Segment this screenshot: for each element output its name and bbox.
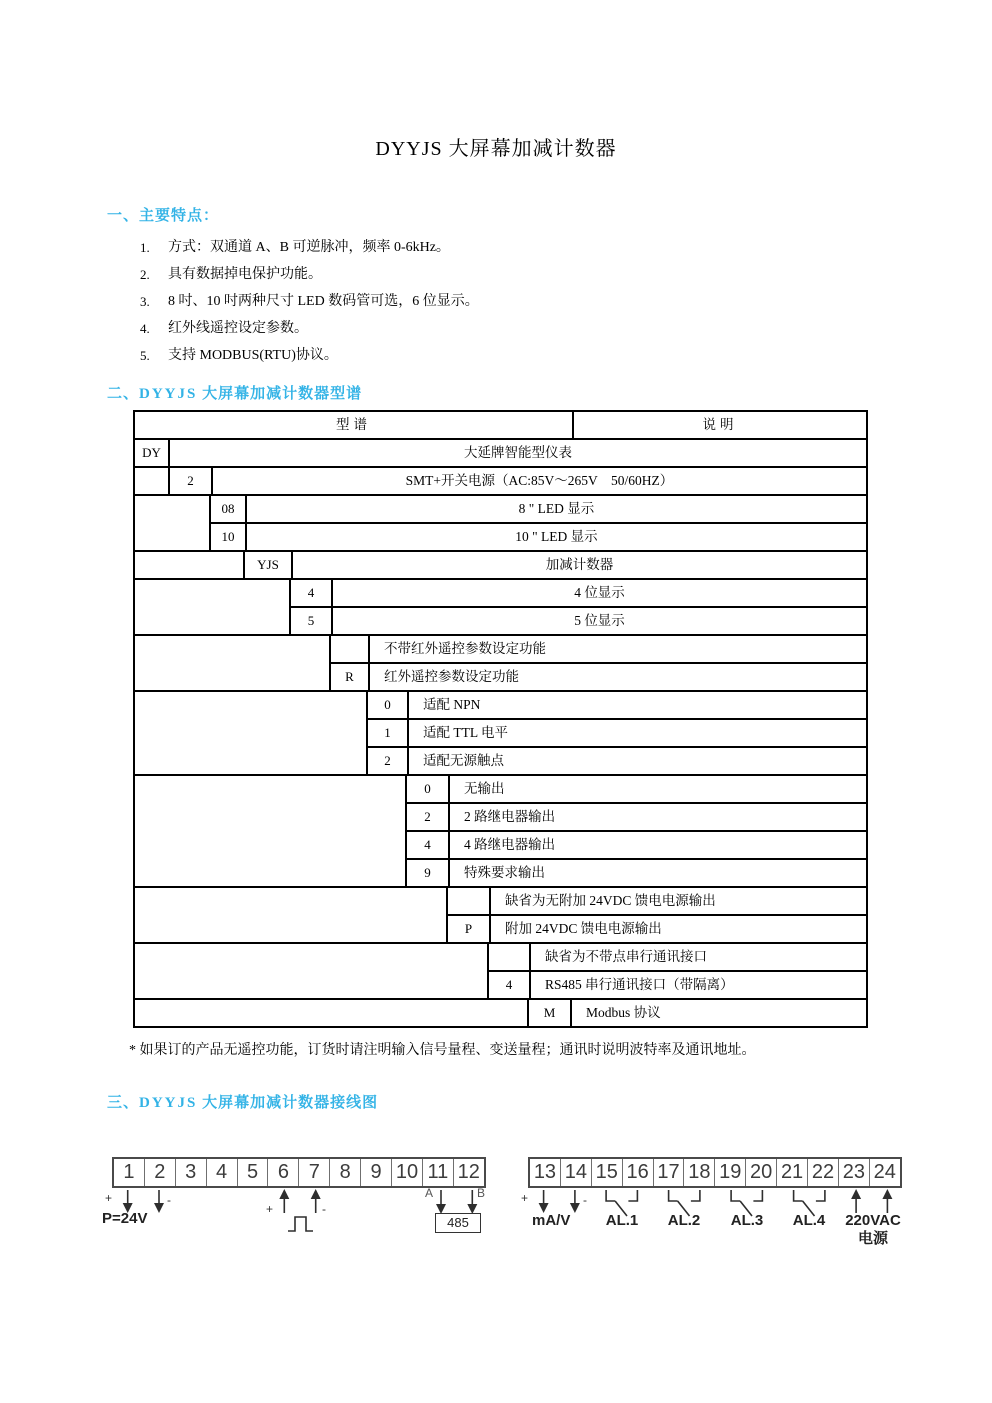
section1-heading (107, 206, 992, 226)
terminal-10: 10 (392, 1159, 423, 1186)
terminal-5: 5 (238, 1159, 269, 1186)
feature-number: 1. (140, 240, 150, 255)
model-desc-cell: SMT+开关电源（AC:85V～265V 50/60HZ） (405, 473, 674, 488)
model-row (211, 496, 866, 522)
feature-text: 具有数据掉电保护功能。 (168, 267, 322, 282)
model-row-group (135, 578, 866, 634)
model-row (368, 692, 866, 718)
model-code-cell: 4 (291, 580, 333, 606)
plus-sign-terminal6: + (266, 1202, 274, 1216)
model-row-group (135, 438, 866, 466)
feature-number: 3. (140, 294, 150, 309)
model-row-group (135, 998, 866, 1026)
arrowhead-up-terminal24 (882, 1189, 892, 1199)
model-code-cell: 0 (407, 776, 450, 802)
model-code-cell (331, 636, 370, 662)
model-desc-cell: 加减计数器 (545, 557, 614, 572)
model-code-cell: 1 (368, 720, 409, 746)
feature-item (140, 315, 992, 342)
model-code-cell: R (331, 664, 370, 690)
indent-cell (135, 776, 407, 886)
section1-title: 主要特点： (139, 208, 220, 224)
model-row (331, 662, 866, 690)
section3-model: DYYJS (139, 1095, 198, 1111)
feature-text: 支持 MODBUS(RTU)协议。 (168, 348, 338, 363)
model-desc-cell: 8 " LED 显示 (518, 501, 595, 516)
indent-cell (135, 496, 211, 550)
p24v-label: P=24V (102, 1210, 148, 1227)
table-header-row (135, 412, 866, 438)
feature-text: 8 吋、10 吋两种尺寸 LED 数码管可选，6 位显示。 (168, 294, 479, 309)
wiring-diagram (0, 1113, 992, 1298)
model-row (407, 830, 866, 858)
model-desc-cell: 附加 24VDC 馈电电源输出 (505, 921, 662, 936)
arrowhead-down-terminal2 (154, 1203, 164, 1213)
model-row (448, 888, 866, 914)
feature-item (140, 342, 992, 369)
model-code-cell: 08 (211, 496, 247, 522)
model-row-group (135, 886, 866, 942)
terminal-1: 1 (114, 1159, 145, 1186)
al1-label: AL.1 (605, 1212, 639, 1229)
indent-cell (135, 580, 291, 634)
feature-text: 方式：双通道 A、B 可逆脉冲，频率 0-6kHz。 (168, 240, 450, 255)
model-desc-cell: 不带红外遥控参数设定功能 (384, 641, 546, 656)
indent-cell (135, 468, 170, 494)
model-desc-cell: 缺省为无附加 24VDC 馈电电源输出 (505, 893, 716, 908)
section2-title: 大屏幕加减计数器型谱 (197, 386, 363, 402)
model-code-cell: YJS (245, 552, 293, 578)
model-row (245, 552, 866, 578)
minus-sign-terminal2: - (167, 1193, 171, 1207)
model-row (211, 522, 866, 550)
arrowhead-up-terminal23 (851, 1189, 861, 1199)
model-desc-cell: 特殊要求输出 (464, 865, 545, 880)
model-desc-cell: 适配 NPN (423, 697, 481, 712)
model-code-cell: 5 (291, 608, 333, 634)
model-row (368, 746, 866, 774)
feature-item (140, 234, 992, 261)
terminal-13: 13 (530, 1159, 561, 1186)
model-row (291, 606, 866, 634)
indent-cell (135, 636, 331, 690)
terminal-21: 21 (777, 1159, 808, 1186)
feature-item (140, 288, 992, 315)
section2-model: DYYJS (139, 386, 198, 402)
model-row-group (135, 942, 866, 998)
model-code-cell: 4 (489, 972, 531, 998)
terminal-22: 22 (808, 1159, 839, 1186)
model-desc-cell: 适配无源触点 (423, 753, 504, 768)
section2-heading (107, 384, 992, 404)
model-code-cell (448, 888, 491, 914)
feature-list (140, 234, 992, 369)
terminal-20: 20 (746, 1159, 777, 1186)
model-code-cell: 2 (170, 468, 213, 494)
table-header-description: 说明 (702, 417, 738, 432)
section3-index: 三、 (107, 1095, 140, 1111)
model-row-group (135, 494, 866, 550)
indent-cell (135, 944, 489, 998)
model-code-cell: 2 (407, 804, 450, 830)
terminal-12: 12 (457, 1161, 480, 1183)
model-desc-cell: 大延牌智能型仪表 (464, 445, 572, 460)
pulse-waveform-icon (288, 1217, 313, 1231)
model-row-group (135, 550, 866, 578)
table-body (135, 438, 866, 1026)
rs485-box: 485 (435, 1213, 481, 1233)
indent-cell (135, 552, 245, 578)
terminal-23: 23 (839, 1159, 870, 1186)
plus-sign-terminal1: + (105, 1191, 113, 1205)
model-row (407, 802, 866, 830)
section2-index: 二、 (107, 386, 140, 402)
terminal-15: 15 (592, 1159, 623, 1186)
model-code-cell (489, 944, 531, 970)
al3-label: AL.3 (730, 1212, 764, 1229)
terminal-4: 4 (207, 1159, 238, 1186)
minus-sign-terminal14: - (583, 1193, 587, 1207)
terminal-8: 8 (330, 1159, 361, 1186)
model-row (489, 944, 866, 970)
al4-label: AL.4 (792, 1212, 826, 1229)
model-spectrum-table (133, 410, 868, 1028)
model-row (529, 1000, 866, 1026)
terminal-18: 18 (684, 1159, 715, 1186)
model-row (135, 440, 866, 466)
minus-sign-terminal7: - (322, 1202, 326, 1216)
model-row-group (135, 690, 866, 774)
model-row (448, 914, 866, 942)
feature-number: 5. (140, 348, 150, 363)
model-code-cell: P (448, 916, 491, 942)
arrowhead-up-terminal6 (279, 1189, 289, 1199)
section3-heading (107, 1093, 992, 1113)
model-row (407, 858, 866, 886)
order-note: * 如果订的产品无遥控功能，订货时请注明输入信号量程、变送量程；通讯时说明波特率及通讯地址。 (129, 1043, 756, 1058)
al2-label: AL.2 (667, 1212, 701, 1229)
terminal-block-right (528, 1157, 902, 1188)
model-row (331, 636, 866, 662)
model-row-group (135, 774, 866, 886)
plus-sign-terminal13: + (521, 1191, 529, 1205)
arrowhead-down-terminal14 (570, 1203, 580, 1213)
indent-cell (135, 692, 368, 774)
terminal-3: 3 (176, 1159, 207, 1186)
model-code-cell: DY (135, 440, 170, 466)
model-row-group (135, 466, 866, 494)
model-row (170, 468, 866, 494)
model-row (291, 580, 866, 606)
model-desc-cell: 5 位显示 (574, 613, 625, 628)
terminal-14: 14 (561, 1159, 592, 1186)
model-desc-cell: 无输出 (464, 781, 505, 796)
terminal-17: 17 (654, 1159, 685, 1186)
model-desc-cell: 4 路继电器输出 (464, 837, 556, 852)
model-row (368, 718, 866, 746)
vac220-label: 220VAC (845, 1212, 901, 1229)
terminal-19: 19 (715, 1159, 746, 1186)
terminal-11: 11 (423, 1159, 454, 1186)
terminal-2: 2 (145, 1159, 176, 1186)
channel-b-label: B (477, 1186, 486, 1200)
channel-a-label: A (425, 1186, 434, 1200)
model-code-cell: 0 (368, 692, 409, 718)
section3-title: 大屏幕加减计数器接线图 (197, 1095, 379, 1111)
model-desc-cell: Modbus 协议 (586, 1005, 661, 1020)
model-desc-cell: 红外遥控参数设定功能 (384, 669, 519, 684)
model-desc-cell: RS485 串行通讯接口（带隔离） (545, 977, 734, 992)
model-desc-cell: 4 位显示 (574, 585, 625, 600)
model-code-cell: 4 (407, 832, 450, 858)
model-desc-cell: 2 路继电器输出 (464, 809, 556, 824)
feature-number: 4. (140, 321, 150, 336)
model-code-cell: M (529, 1000, 572, 1026)
model-desc-cell: 缺省为不带点串行通讯接口 (545, 949, 707, 964)
model-row-group (135, 634, 866, 690)
terminal-16: 16 (623, 1159, 654, 1186)
feature-item (140, 261, 992, 288)
terminal-7: 7 (299, 1159, 330, 1186)
model-row (489, 970, 866, 998)
mav-label: mA/V (532, 1212, 571, 1229)
indent-cell (135, 888, 448, 942)
model-code-cell: 10 (211, 524, 247, 550)
model-desc-cell: 适配 TTL 电平 (423, 725, 508, 740)
page-title: DYYJS 大屏幕加减计数器 (375, 138, 617, 160)
arrowhead-up-terminal7 (311, 1189, 321, 1199)
model-row (407, 776, 866, 802)
section1-index: 一、 (107, 208, 140, 224)
terminal-24: 24 (873, 1161, 896, 1183)
power-label: 电源 (857, 1230, 888, 1247)
table-header-model: 型谱 (135, 412, 574, 438)
terminal-6: 6 (268, 1159, 299, 1186)
feature-number: 2. (140, 267, 150, 282)
model-code-cell: 2 (368, 748, 409, 774)
model-desc-cell: 10 " LED 显示 (515, 529, 598, 544)
terminal-block-left (112, 1157, 486, 1188)
indent-cell (135, 1000, 529, 1026)
terminal-9: 9 (361, 1159, 392, 1186)
feature-text: 红外线遥控设定参数。 (168, 321, 308, 336)
model-code-cell: 9 (407, 860, 450, 886)
